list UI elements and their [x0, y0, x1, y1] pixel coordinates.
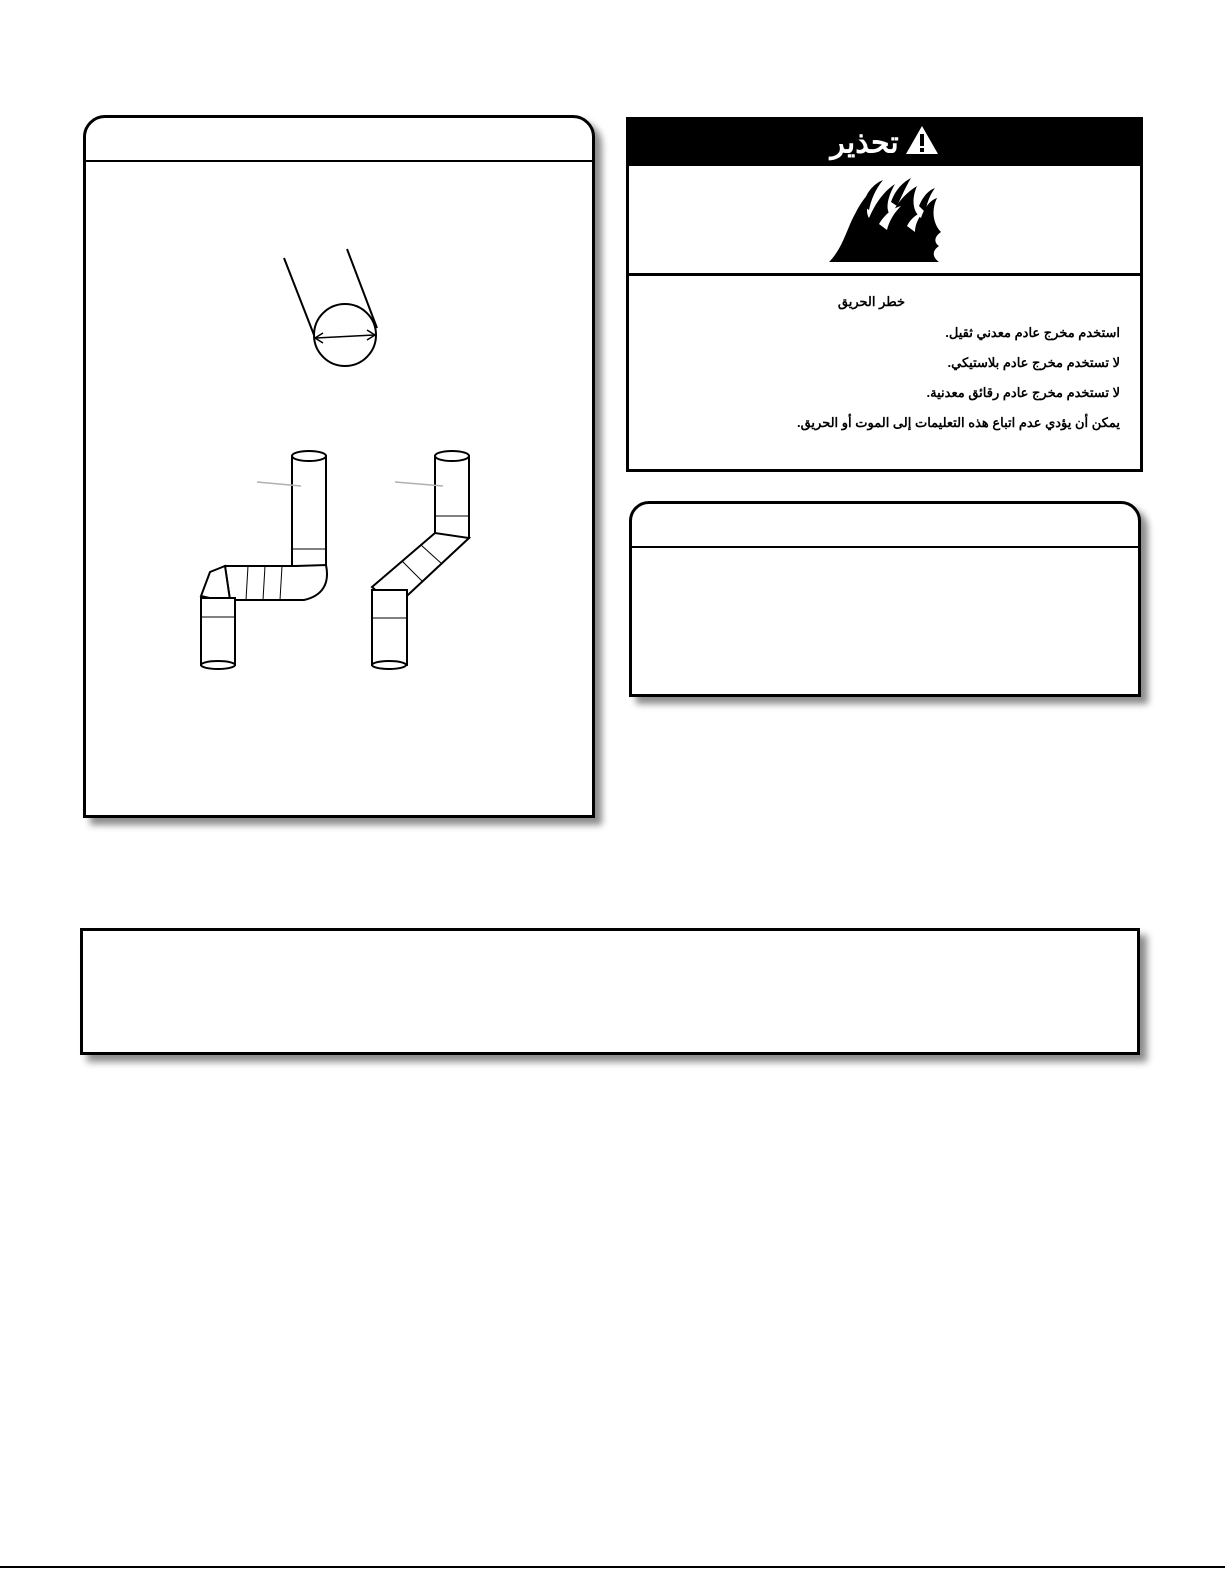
warning-line: استخدم مخرج عادم معدني ثقيل. [945, 325, 1120, 340]
duct-diameter-diagram [284, 249, 377, 366]
warning-line: يمكن أن يؤدي عدم اتباع هذه التعليمات إلى الموت أو الحريق. [796, 415, 1120, 430]
warning-line: لا تستخدم مخرج عادم رقائق معدنية. [926, 385, 1120, 400]
warning-title: تحذير [830, 126, 899, 160]
elbow-duct-diagram [201, 451, 327, 669]
hazard-heading: خطر الحريق [837, 294, 905, 309]
warning-line: لا تستخدم مخرج عادم بلاستيكي. [947, 355, 1120, 370]
offset-duct-diagram [372, 451, 469, 669]
page-footer-rule [0, 1566, 1225, 1568]
